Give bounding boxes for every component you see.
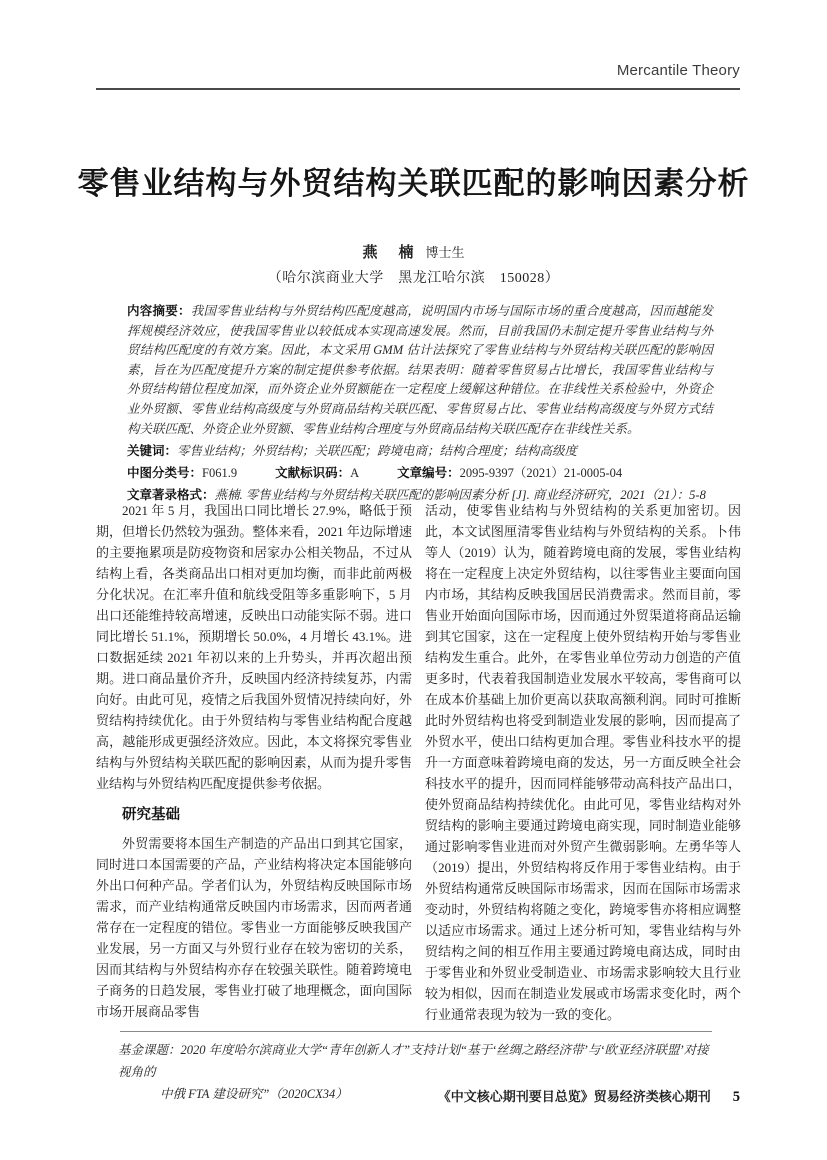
page-footer [438, 1086, 740, 1106]
doc-code-value: A [350, 465, 360, 480]
abstract-block [127, 302, 713, 505]
body-columns [96, 500, 741, 1028]
body-paragraph-continuation: 活动，使零售业结构与外贸结构的关系更加密切。因此，本文试图厘清零售业结构与外贸结构的关系。卜伟等人（2019）认为，随着跨境电商的发展，零售业结构将在一定程度上决定外贸结构，以往零售业主要面向国内市场，其结构反映我国居民消费需求。然而目前，零售业开始面向国际市场，因而通过外贸渠道将商品运输到其它国家，这在一定程度上使外贸结构开始与零售业结构发生重合。此外，在零售业单位劳动力创造的产值更多时，代表着我国制造业发展水平较高，零售商可以在成本价基础上加价更高以获取高额利润。同时可推断此时外贸结构也将受到制造业发展的影响，因而提高了外贸水平，使出口结构更加合理。零售业科技水平的提升一方面意味着跨境电商的发达，另一方面反映全社会科技水平的提升，因而同样能够带动高科技产品出口，使外贸商品结构持续优化。由此可见，零售业结构对外贸结构的影响主要通过跨境电商实现，同时制造业能够通过影响零售业进而对外贸产生微弱影响。左勇华等人（2019）提出，外贸结构将反作用于零售业结构。由于外贸结构通常反映国际市场需求，因而在国际市场需求变动时，外贸结构将随之变化，跨境零售亦将相应调整以适应市场需求。通过上述分析可知，零售业结构与外贸结构之间的相互作用主要通过跨境电商达成，同时由于零售业和外贸业受制造业、市场需求影响较大且行业较为相似，因而在制造业发展或市场需求变化时，两个行业通常表现为较为一致的变化。 [425, 503, 741, 1022]
footnote-rule [120, 1031, 712, 1032]
body-paragraph-intro: 2021 年 5 月，我国出口同比增长 27.9%，略低于预期，但增长仍然较为强劲。整体来看，2021 年边际增速的主要拖累项是防疫物资和居家办公相关物品，不过从结构上看，各类商品出口相对更加均衡，而非此前两极分化状况。在汇率升值和航线受阻等多重影响下，5 月出口还能维持较高增速，反映出口动能实际不弱。进口同比增长 51.1%，预期增长 50.0%，4 月增长 43.1%。进口数据延续 2021 年初以来的上升势头，并再次超出预期。进口商品量价齐升，反映国内经济持续复苏，内需向好。由此可见，疫情之后我国外贸情况持续向好，外贸结构持续优化。由于外贸结构与零售业结构配合度越高，越能形成更强经济效应。因此，本文将探究零售业结构与外贸结构关联匹配的影响因素，从而为提升零售业结构与外贸结构匹配度提供参考依据。 [96, 503, 412, 791]
citation-text: 燕楠. 零售业结构与外贸结构关联匹配的影响因素分析 [J]. 商业经济研究，2021（21）：5-8 [214, 487, 706, 502]
article-title: 零售业结构与外贸结构关联匹配的影响因素分析 [77, 166, 750, 201]
article-no-label: 文章编号： [397, 465, 460, 480]
doc-code-label: 文献标识码： [275, 465, 351, 480]
byline [0, 241, 827, 262]
right-column [425, 500, 741, 1028]
funding-note-line2: 中俄 FTA 建设研究”（2020CX34） [160, 1087, 348, 1101]
classification-line [127, 464, 713, 484]
section-heading-research-basis: 研究基础 [122, 807, 180, 823]
clc-label: 中图分类号： [127, 465, 203, 480]
keywords-line [127, 442, 713, 462]
header-rule [96, 88, 740, 90]
abstract-text: 我国零售业结构与外贸结构匹配度越高，说明国内市场与国际市场的重合度越高，因而越能发挥规模经济效应，使我国零售业以较低成本实现高速发展。然而，目前我国仍未制定提升零售业结构与外贸结构匹配度的有效方案。因此，本文采用 GMM 估计法探究了零售业结构与外贸结构关联匹配的影响因素，旨在为匹配度提升方案的制定提供参考依据。结果表明：随着零售贸易占比增长，我国零售业结构与外贸结构错位程度加深，而外资企业外贸额能在一定程度上缓解这种错位。在非线性关系检验中，外资企业外贸额、零售业结构高级度与外贸商品结构关联匹配、零售贸易占比、零售业结构高级度与外贸方式结构关联匹配、外资企业外贸额、零售业结构合理度与外贸商品结构关联匹配存在非线性关系。 [127, 304, 713, 436]
clc-value: F061.9 [202, 465, 238, 480]
journal-section-tag: Mercantile Theory [616, 62, 740, 79]
page-number: 5 [732, 1089, 740, 1105]
author-name: 燕 楠 [362, 245, 417, 261]
funding-note-line1: 基金课题：2020 年度哈尔滨商业大学“青年创新人才”支持计划“基于‘丝绸之路经济带’与‘欧亚经济联盟’对接视角的 [118, 1043, 709, 1079]
left-column [96, 500, 412, 1028]
keywords-text: 零售业结构；外贸结构；关联匹配；跨境电商；结构合理度；结构高级度 [177, 443, 578, 458]
abstract-label: 内容摘要： [127, 304, 191, 318]
affiliation: （哈尔滨商业大学 黑龙江哈尔滨 150028） [267, 271, 560, 286]
keywords-label: 关键词： [127, 443, 178, 458]
journal-core-note: 《中文核心期刊要目总览》贸易经济类核心期刊 [437, 1089, 711, 1104]
citation-label: 文章著录格式： [127, 487, 215, 502]
body-paragraph-research-basis: 外贸需要将本国生产制造的产品出口到其它国家，同时进口本国需要的产品，产业结构将决定本国能够向外出口何种产品。学者们认为，外贸结构反映国际市场需求，而产业结构通常反映国内市场需求，因而两者通常存在一定程度的错位。零售业一方面能够反映我国产业发展，另一方面又与外贸行业存在较为密切的关系，因而其结构与外贸结构亦存在较强关联性。随着跨境电子商务的日趋发展，零售业打破了地理概念，面向国际市场开展商品零售 [96, 836, 412, 1019]
article-no-value: 2095-9397（2021）21-0005-04 [459, 465, 623, 480]
author-role: 博士生 [425, 245, 465, 260]
abstract-paragraph [127, 302, 713, 439]
